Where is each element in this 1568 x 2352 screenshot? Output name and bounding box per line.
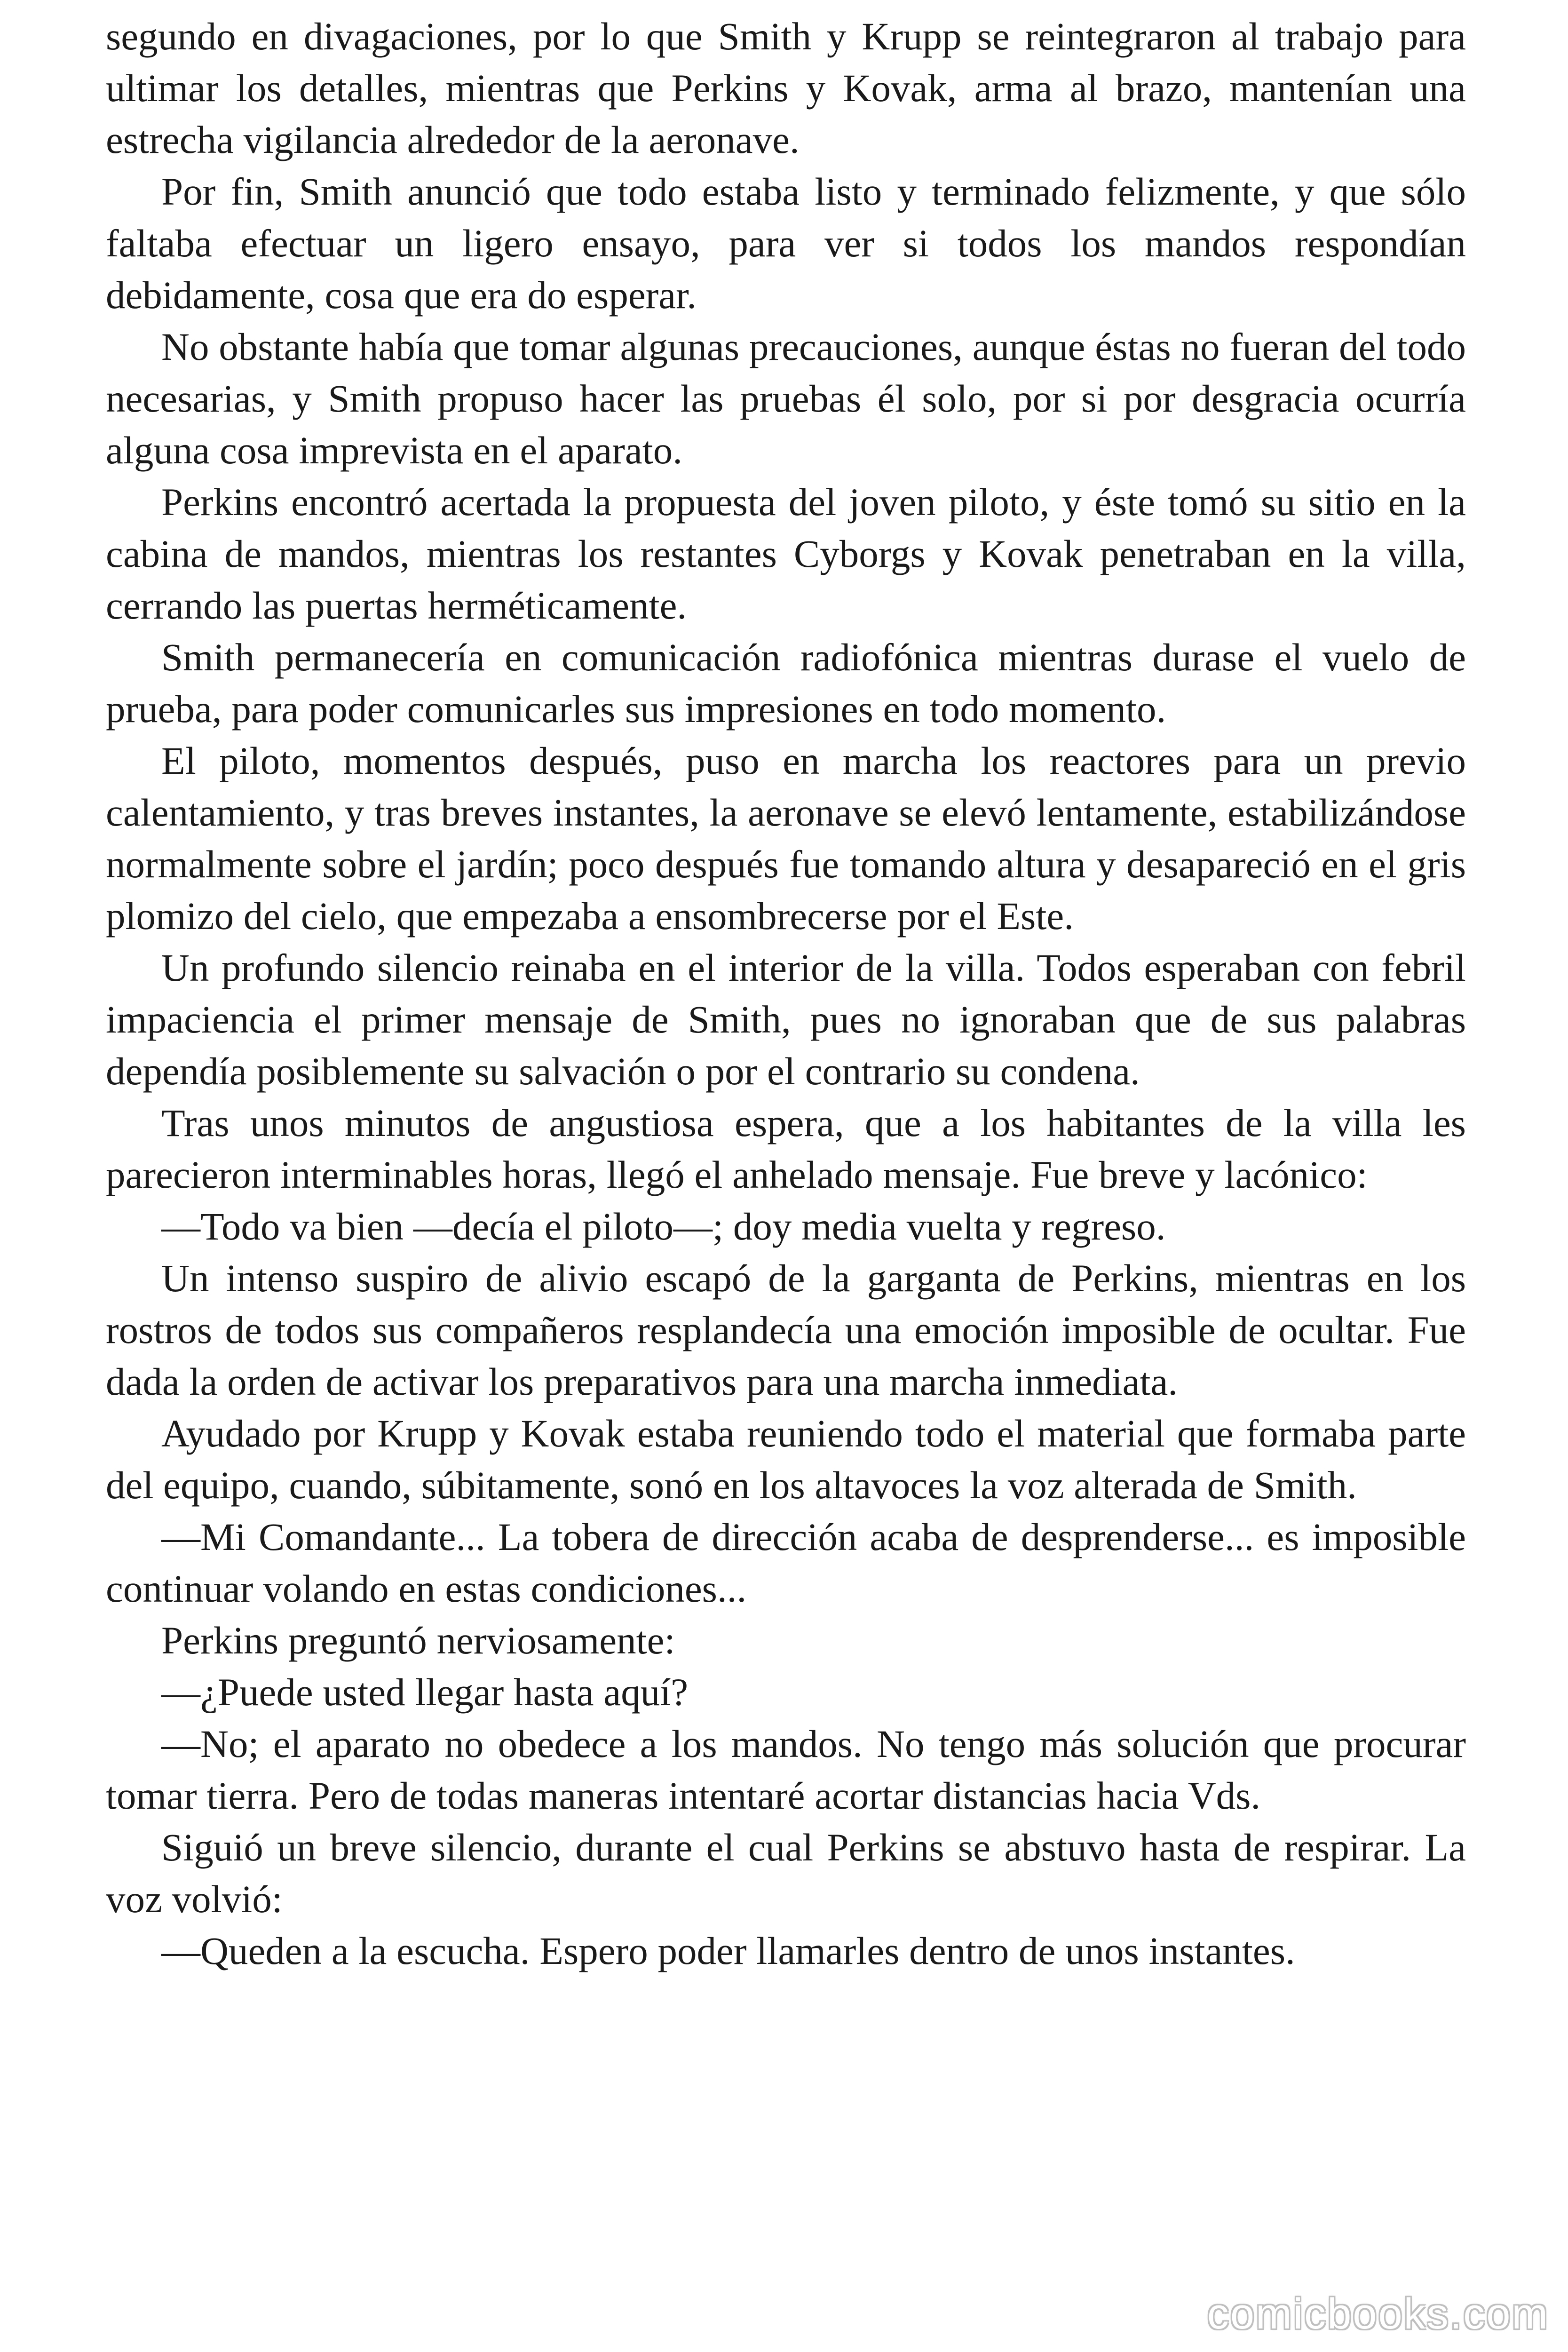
paragraph-10: Un intenso suspiro de alivio escapó de la garganta de Perkins, mientras en los rostros de todos sus compañeros resplandecía una emoción imposible de ocultar. Fue dada la orden de activar los preparativos para una marcha inmediata. — [106, 1256, 1466, 1403]
paragraph-16: Siguió un breve silencio, durante el cual Perkins se abstuvo hasta de respirar. La voz volvió: — [106, 1826, 1466, 1921]
paragraph-17: —Queden a la escucha. Espero poder llamarles dentro de unos instantes. — [161, 1929, 1295, 1972]
paragraph-4: Perkins encontró acertada la propuesta del joven piloto, y éste tomó su sitio en la cabina de mandos, mientras los restantes Cyborgs y Kovak penetraban en la villa, cerrando las puertas herméticamente. — [106, 480, 1466, 627]
paragraph-8: Tras unos minutos de angustiosa espera, que a los habitantes de la villa les parecieron interminables horas, llegó el anhelado mensaje. Fue breve y lacónico: — [106, 1101, 1466, 1196]
paragraph-1: segundo en divagaciones, por lo que Smith y Krupp se reintegraron al trabajo para ultimar los detalles, mientras que Perkins y Kovak, arma al brazo, mantenían una estrecha vigilancia alrededor de la aeronave. — [106, 15, 1466, 161]
watermark-logo: comicbooks.com — [1207, 2290, 1549, 2338]
paragraph-14: —¿Puede usted llegar hasta aquí? — [161, 1670, 689, 1714]
paragraph-12: —Mi Comandante... La tobera de dirección acaba de desprenderse... es imposible continuar volando en estas condiciones... — [106, 1515, 1466, 1610]
paragraph-11: Ayudado por Krupp y Kovak estaba reuniendo todo el material que formaba parte del equipo, cuando, súbitamente, sonó en los altavoces la voz alterada de Smith. — [106, 1412, 1466, 1507]
paragraph-3: No obstante había que tomar algunas precauciones, aunque éstas no fueran del todo necesarias, y Smith propuso hacer las pruebas él solo, por si por desgracia ocurría alguna cosa imprevista en el aparato. — [106, 325, 1466, 472]
paragraph-6: El piloto, momentos después, puso en marcha los reactores para un previo calentamiento, y tras breves instantes, la aeronave se elevó lentamente, estabilizándose normalmente sobre el jardín; poco después fue tomando altura y desapareció en el gris plomizo del cielo, que empezaba a ensombrecerse por el Este. — [106, 739, 1466, 938]
paragraph-5: Smith permanecería en comunicación radiofónica mientras durase el vuelo de prueba, para poder comunicarles sus impresiones en todo momento. — [106, 636, 1466, 731]
page-text — [106, 10, 1466, 1977]
paragraph-9: —Todo va bien —decía el piloto—; doy media vuelta y regreso. — [161, 1205, 1166, 1248]
paragraph-7: Un profundo silencio reinaba en el interior de la villa. Todos esperaban con febril impaciencia el primer mensaje de Smith, pues no ignoraban que de sus palabras dependía posiblemente su salvación o por el contrario su condena. — [106, 946, 1466, 1093]
paragraph-2: Por fin, Smith anunció que todo estaba listo y terminado felizmente, y que sólo faltaba efectuar un ligero ensayo, para ver si todos los mandos respondían debidamente, cosa que era do esperar. — [106, 170, 1466, 317]
paragraph-15: —No; el aparato no obedece a los mandos. No tengo más solución que procurar tomar tierra. Pero de todas maneras intentaré acortar distancias hacia Vds. — [106, 1722, 1466, 1817]
paragraph-13: Perkins preguntó nerviosamente: — [161, 1619, 675, 1662]
